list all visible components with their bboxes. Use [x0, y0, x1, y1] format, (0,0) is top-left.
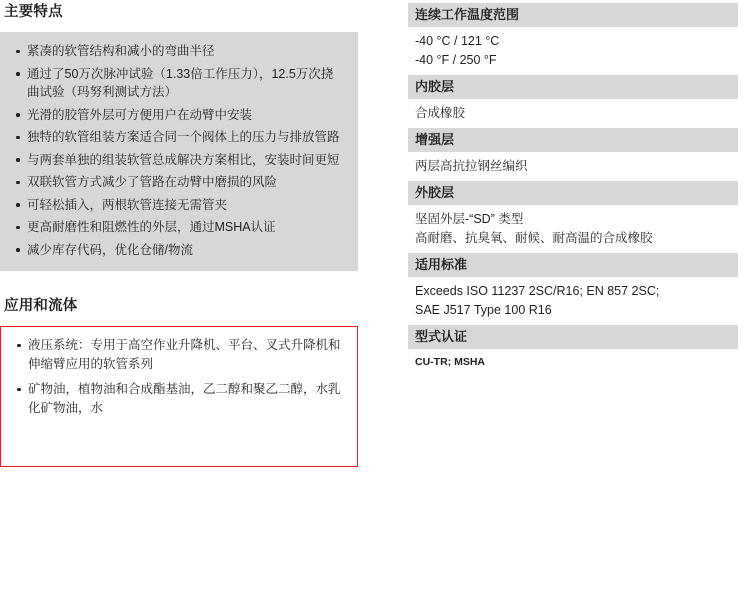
spec-value: CU-TR; MSHA — [415, 356, 485, 368]
spec-body — [408, 349, 738, 375]
list-item: 矿物油，植物油和合成酯基油，乙二醇和聚乙二醇，水乳化矿物油，水 — [15, 380, 343, 418]
list-item: 更高耐磨性和阻燃性的外层，通过MSHA认证 — [14, 218, 344, 237]
spec-temperature-range — [408, 3, 738, 75]
spec-standards — [408, 253, 738, 325]
right-column — [408, 3, 738, 375]
list-item: 紧凑的软管结构和减小的弯曲半径 — [14, 42, 344, 61]
spec-heading: 型式认证 — [408, 325, 738, 349]
spec-value: -40 °F / 250 °F — [415, 53, 497, 67]
spec-heading: 增强层 — [408, 128, 738, 152]
applications-list — [15, 336, 343, 418]
list-item: 双联软管方式减少了管路在动臂中磨损的风险 — [14, 173, 344, 192]
spec-inner-tube — [408, 75, 738, 128]
features-box — [0, 32, 358, 271]
applications-box — [0, 326, 358, 467]
spec-value: -40 °C / 121 °C — [415, 34, 500, 48]
list-item: 减少库存代码，优化仓储/物流 — [14, 241, 344, 260]
list-item: 光滑的胶管外层可方便用户在动臂中安装 — [14, 106, 344, 125]
left-column — [0, 0, 372, 467]
spec-heading: 适用标准 — [408, 253, 738, 277]
spec-cover — [408, 181, 738, 253]
spec-heading: 外胶层 — [408, 181, 738, 205]
features-list — [14, 42, 344, 259]
spec-value: SAE J517 Type 100 R16 — [415, 303, 552, 317]
spec-value: 两层高抗拉钢丝编织 — [415, 159, 528, 173]
spec-body — [408, 152, 738, 181]
spec-value: 高耐磨、抗臭氧、耐候、耐高温的合成橡胶 — [415, 231, 653, 245]
list-item: 可轻松插入，两根软管连接无需管夹 — [14, 196, 344, 215]
spec-heading: 连续工作温度范围 — [408, 3, 738, 27]
spec-type-approvals — [408, 325, 738, 375]
list-item: 独特的软管组装方案适合同一个阀体上的压力与排放管路 — [14, 128, 344, 147]
list-item: 与两套单独的组装软管总成解决方案相比，安装时间更短 — [14, 151, 344, 170]
applications-title: 应用和流体 — [4, 298, 78, 314]
spec-heading: 内胶层 — [408, 75, 738, 99]
features-title: 主要特点 — [4, 4, 63, 20]
spec-reinforcement — [408, 128, 738, 181]
spec-value: 合成橡胶 — [415, 106, 466, 120]
spec-body — [408, 205, 738, 253]
spec-value: Exceeds ISO 11237 2SC/R16; EN 857 2SC; — [415, 284, 660, 298]
spec-body — [408, 99, 738, 128]
list-item: 液压系统：专用于高空作业升降机、平台、叉式升降机和伸缩臂应用的软管系列 — [15, 336, 343, 374]
spec-body — [408, 277, 738, 325]
list-item: 通过了50万次脉冲试验（1.33倍工作压力），12.5万次挠曲试验（玛努利测试方法） — [14, 65, 344, 102]
spec-value: 坚固外层-“SD” 类型 — [415, 212, 524, 226]
spec-body — [408, 27, 738, 75]
